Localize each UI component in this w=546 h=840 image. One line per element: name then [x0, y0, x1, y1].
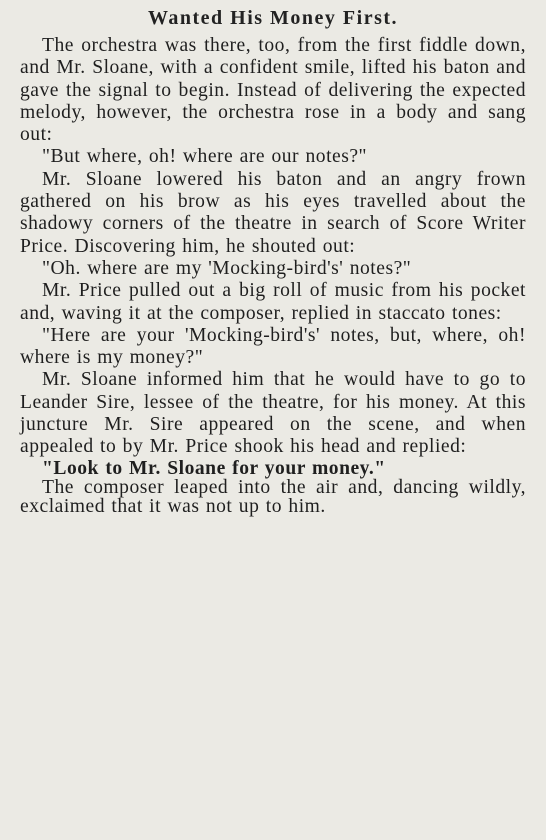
article-paragraph-3: Mr. Sloane lowered his baton and an angry frown gathered on his brow as his eyes travelled about the shadowy corners of the theatre in search of Score Writer Price. Discovering him, he shouted out:: [20, 168, 526, 257]
article-paragraph-5: Mr. Price pulled out a big roll of music from his pocket and, waving it at the composer, replied in staccato tones:: [20, 280, 526, 324]
article-paragraph-4: "Oh. where are my 'Mocking-bird's' notes?": [42, 257, 412, 279]
article-paragraph-8: "Look to Mr. Sloane for your money.": [42, 457, 386, 479]
article-paragraph-7: Mr. Sloane informed him that he would have to go to Leander Sire, lessee of the theatre, for his money. At this juncture Mr. Sire appeared on the scene, and when appealed to by Mr. Price shook his head and replied:: [20, 369, 526, 458]
article-paragraph-1: The orchestra was there, too, from the first fiddle down, and Mr. Sloane, with a confident smile, lifted his baton and gave the signal to begin. Instead of delivering the expected melody, however, the orchestra rose in a body and sang out:: [20, 35, 526, 146]
article-paragraph-9: The composer leaped into the air and, dancing wildly, exclaimed that it was not up to him.: [20, 476, 526, 518]
article-paragraph-2: "But where, oh! where are our notes?": [42, 146, 368, 168]
article-paragraph-6: "Here are your 'Mocking-bird's' notes, but, where, oh! where is my money?": [20, 324, 526, 369]
article-headline: Wanted His Money First.: [147, 7, 399, 29]
